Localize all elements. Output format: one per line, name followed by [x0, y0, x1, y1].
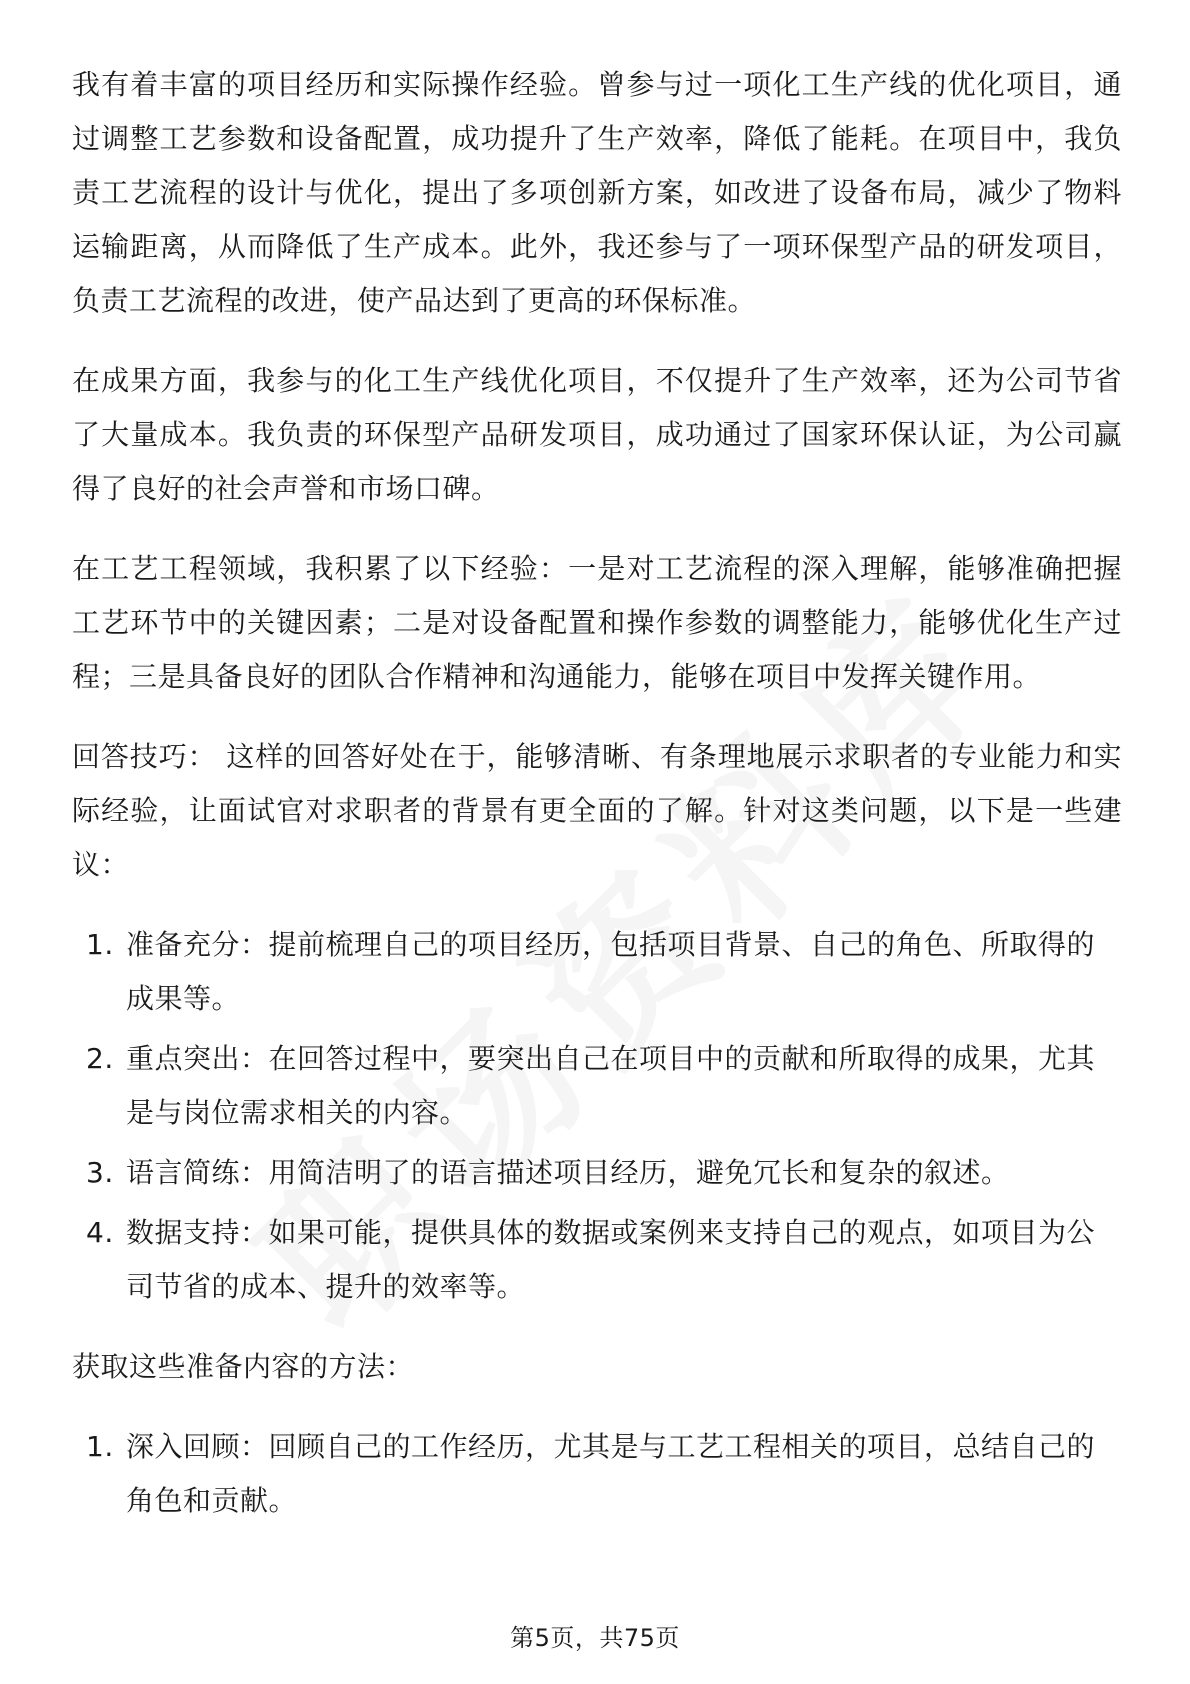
paragraph-experience: 我有着丰富的项目经历和实际操作经验。曾参与过一项化工生产线的优化项目，通过调整工艺参数和设备配置，成功提升了生产效率，降低了能耗。在项目中，我负责工艺流程的设计与优化，提出了多项创新方案，如改进了设备布局，减少了物料运输距离，从而降低了生产成本。此外，我还参与了一项环保型产品的研发项目，负责工艺流程的改进，使产品达到了更高的环保标准。 — [72, 68, 1122, 317]
paragraph-achievements: 在成果方面，我参与的化工生产线优化项目，不仅提升了生产效率，还为公司节省了大量成本。我负责的环保型产品研发项目，成功通过了国家环保认证，为公司赢得了良好的社会声誉和市场口碑。 — [72, 364, 1122, 505]
paragraph-answer-tips: 回答技巧： 这样的回答好处在于，能够清晰、有条理地展示求职者的专业能力和实际经验，让面试官对求职者的背景有更全面的了解。针对这类问题，以下是一些建议： — [72, 740, 1122, 881]
list-item-number: 1. — [86, 1430, 114, 1463]
list-item-number: 4. — [86, 1216, 114, 1249]
list-item-text: 语言简练：用简洁明了的语言描述项目经历，避免冗长和复杂的叙述。 — [126, 1156, 1010, 1189]
page-content — [72, 58, 1122, 1554]
methods-list — [72, 1420, 1122, 1528]
list-item-number: 2. — [86, 1042, 114, 1075]
page-footer: 第5页，共75页 — [510, 1624, 680, 1652]
list-item — [72, 1420, 1122, 1528]
list-item — [72, 1206, 1122, 1314]
tips-list — [72, 918, 1122, 1314]
list-item-text: 数据支持：如果可能，提供具体的数据或案例来支持自己的观点，如项目为公司节省的成本、提升的效率等。 — [126, 1216, 1096, 1303]
list-item-text: 深入回顾：回顾自己的工作经历，尤其是与工艺工程相关的项目，总结自己的角色和贡献。 — [126, 1430, 1096, 1517]
list-item-number: 3. — [86, 1156, 114, 1189]
list-item-text: 重点突出：在回答过程中，要突出自己在项目中的贡献和所取得的成果，尤其是与岗位需求相关的内容。 — [126, 1042, 1096, 1129]
list-item — [72, 918, 1122, 1026]
paragraph-lessons: 在工艺工程领域，我积累了以下经验：一是对工艺流程的深入理解，能够准确把握工艺环节中的关键因素；二是对设备配置和操作参数的调整能力，能够优化生产过程；三是具备良好的团队合作精神和沟通能力，能够在项目中发挥关键作用。 — [72, 552, 1122, 693]
list-item — [72, 1032, 1122, 1140]
methods-heading: 获取这些准备内容的方法： — [72, 1350, 415, 1383]
list-item — [72, 1146, 1122, 1200]
list-item-text: 准备充分：提前梳理自己的项目经历，包括项目背景、自己的角色、所取得的成果等。 — [126, 928, 1096, 1015]
list-item-number: 1. — [86, 928, 114, 961]
